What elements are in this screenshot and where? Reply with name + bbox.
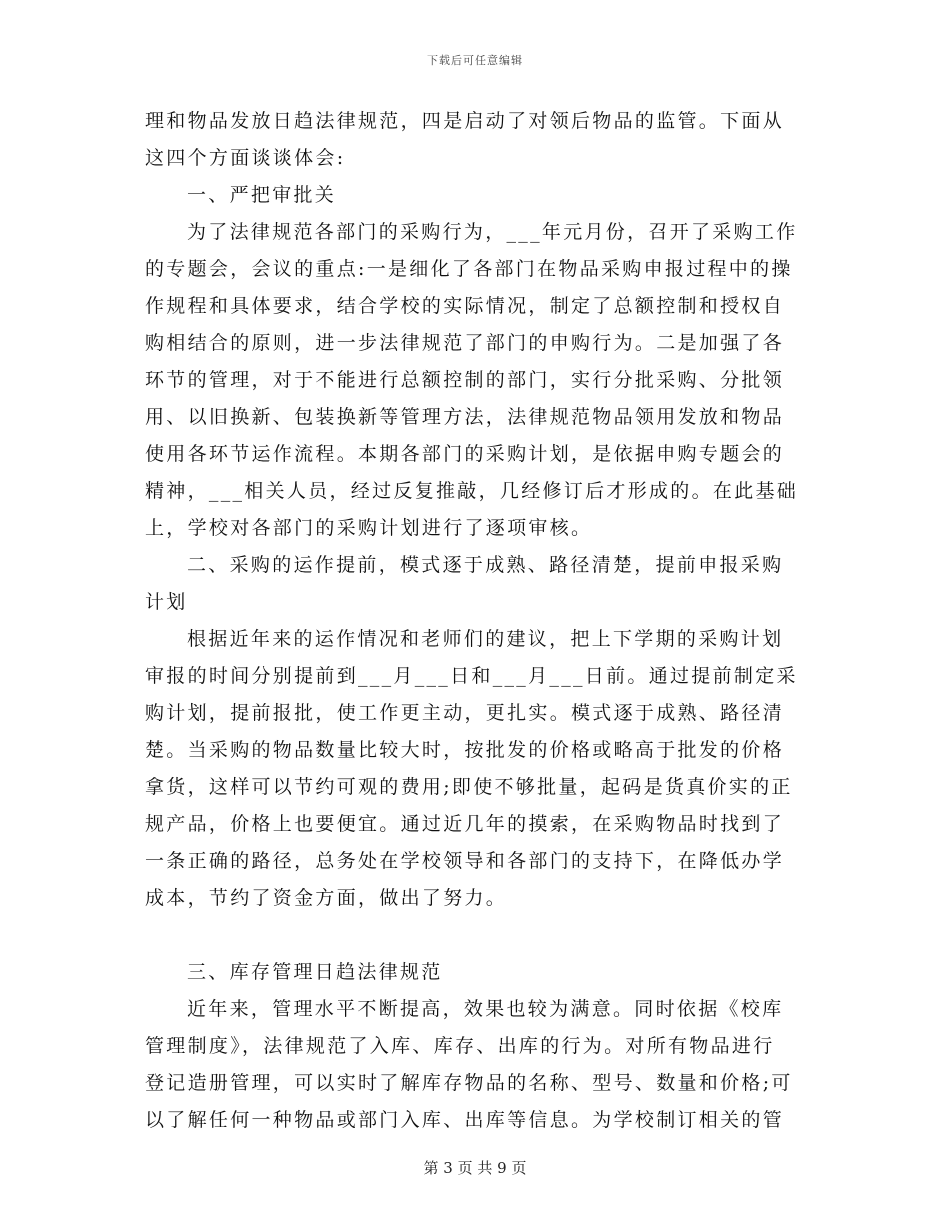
text-line: 成本，节约了资金方面，做出了努力。: [145, 887, 508, 909]
page-header: 下载后可任意编辑: [427, 54, 523, 67]
text-line: 一条正确的路径，总务处在学校领导和各部门的支持下，在降低办学: [145, 850, 785, 872]
section-heading-3: 三、库存管理日趋法律规范: [187, 961, 443, 983]
text-line: 购相结合的原则，进一步法律规范了部门的申购行为。二是加强了各: [145, 332, 785, 354]
text-line: 环节的管理，对于不能进行总额控制的部门，实行分批采购、分批领: [145, 369, 785, 391]
paragraph-gap: [145, 917, 805, 954]
text-line: 精神，___相关人员，经过反复推敲，几经修订后才形成的。在此基础: [145, 480, 799, 502]
text-line: 登记造册管理，可以实时了解库存物品的名称、型号、数量和价格;可: [145, 1072, 793, 1094]
text-line: 楚。当采购的物品数量比较大时，按批发的价格或略高于批发的价格: [145, 739, 785, 761]
text-line: 的专题会，会议的重点:一是细化了各部门在物品采购申报过程中的操: [145, 258, 793, 280]
text-line: 以了解任何一种物品或部门入库、出库等信息。为学校制订相关的管: [145, 1109, 785, 1131]
section-heading-2: 二、采购的运作提前，模式逐于成熟、路径清楚，提前申报采购: [187, 554, 784, 576]
text-line: 拿货，这样可以节约可观的费用;即使不够批量，起码是货真价实的正: [145, 776, 793, 798]
text-line: 使用各环节运作流程。本期各部门的采购计划，是依据申购专题会的: [145, 443, 785, 465]
document-body: [145, 103, 805, 1139]
text-line: 规产品，价格上也要便宜。通过近几年的摸索，在采购物品时找到了: [145, 813, 785, 835]
text-line: 购计划，提前报批，使工作更主动，更扎实。模式逐于成熟、路径清: [145, 702, 785, 724]
text-line: 计划: [145, 591, 188, 613]
text-line: 管理制度》，法律规范了入库、库存、出库的行为。对所有物品进行: [145, 1035, 775, 1057]
text-line: 作规程和具体要求，结合学校的实际情况，制定了总额控制和授权自: [145, 295, 785, 317]
text-line: 审报的时间分别提前到___月___日和___月___日前。通过提前制定采: [145, 665, 798, 687]
text-line: 这四个方面谈谈体会:: [145, 147, 346, 169]
page-footer: 第 3 页 共 9 页: [423, 1159, 527, 1177]
text-line: 理和物品发放日趋法律规范，四是启动了对领后物品的监管。下面从: [145, 110, 785, 132]
text-line: 为了法律规范各部门的采购行为，___年元月份，召开了采购工作: [187, 221, 798, 243]
text-line: 上，学校对各部门的采购计划进行了逐项审核。: [145, 517, 593, 539]
text-line: 根据近年来的运作情况和老师们的建议，把上下学期的采购计划: [187, 628, 784, 650]
text-line: 近年来，管理水平不断提高，效果也较为满意。同时依据《校库: [187, 998, 784, 1020]
section-heading-1: 一、严把审批关: [187, 184, 337, 206]
text-line: 用、以旧换新、包装换新等管理方法，法律规范物品领用发放和物品: [145, 406, 785, 428]
